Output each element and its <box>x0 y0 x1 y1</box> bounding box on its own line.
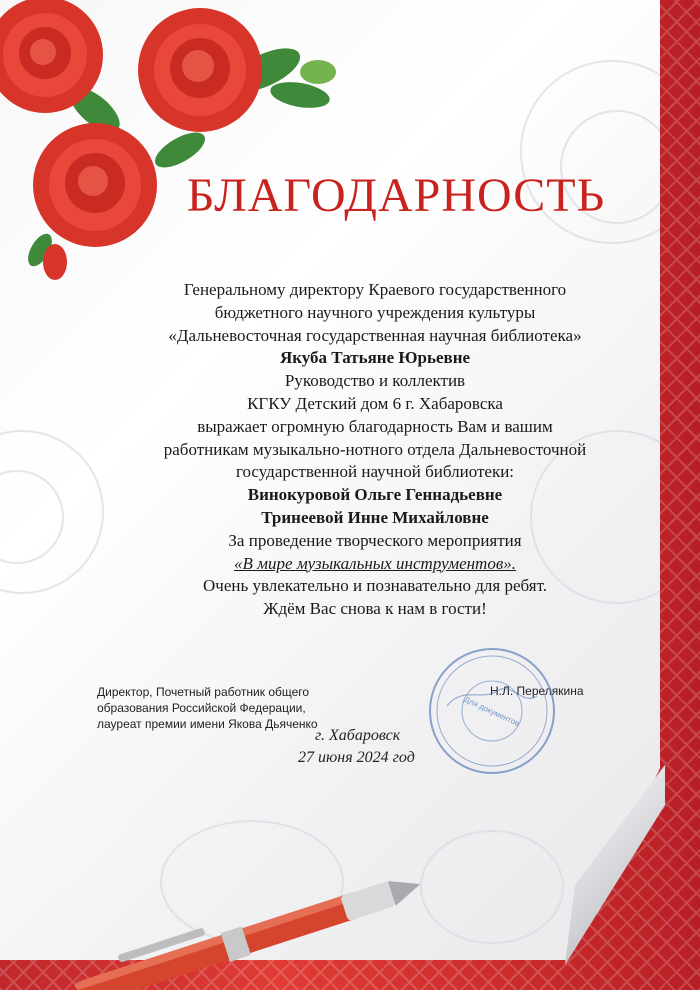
place: г. Хабаровск <box>315 727 401 744</box>
pen-decoration <box>40 830 460 990</box>
date: 27 июня 2024 год <box>298 749 415 766</box>
position-line-2: образования Российской Федерации, <box>97 701 306 715</box>
gratitude-line-1: выражает огромную благодарность Вам и вашим <box>197 416 553 436</box>
signatory-position <box>97 684 318 732</box>
closing-line-1: Очень увлекательно и познавательно для ребят. <box>203 576 547 596</box>
signatory-name: Н.Л. Перелякина <box>490 684 584 698</box>
sender-line-1: Руководство и коллектив <box>284 371 466 391</box>
position-line-1: Директор, Почетный работник общего <box>97 685 310 699</box>
sender-line-2: КГКУ Детский дом 6 г. Хабаровска <box>247 393 503 413</box>
recipient-line-3: «Дальневосточная государственная научная библиотека» <box>168 325 582 345</box>
closing-line-2: Ждём Вас снова к нам в гости! <box>263 599 487 619</box>
recipient-line-1: Генеральному директору Краевого государственного <box>183 280 567 299</box>
gratitude-line-2: работникам музыкально-нотного отдела Дальневосточной <box>163 439 587 459</box>
official-stamp <box>427 646 557 776</box>
letter-body <box>110 279 640 621</box>
gratitude-line-3: государственной научной библиотеки: <box>235 462 515 482</box>
position-line-3: лауреат премии имени Якова Дьяченко <box>97 717 318 731</box>
event-line-1: За проведение творческого мероприятия <box>228 530 522 550</box>
recipient-line-2: бюджетного научного учреждения культуры <box>214 302 536 322</box>
recipient-name: Якуба Татьяне Юрьевне <box>279 348 471 368</box>
employee-name-2: Тринеевой Инне Михайловне <box>261 507 489 527</box>
employee-name-1: Винокуровой Ольге Геннадьевне <box>247 485 503 505</box>
roses-decoration <box>0 0 360 300</box>
stamp-center-text: Для документов <box>462 694 521 729</box>
document-title: БЛАГОДАРНОСТЬ <box>186 169 606 222</box>
event-title: «В мире музыкальных инструментов». <box>234 553 516 573</box>
